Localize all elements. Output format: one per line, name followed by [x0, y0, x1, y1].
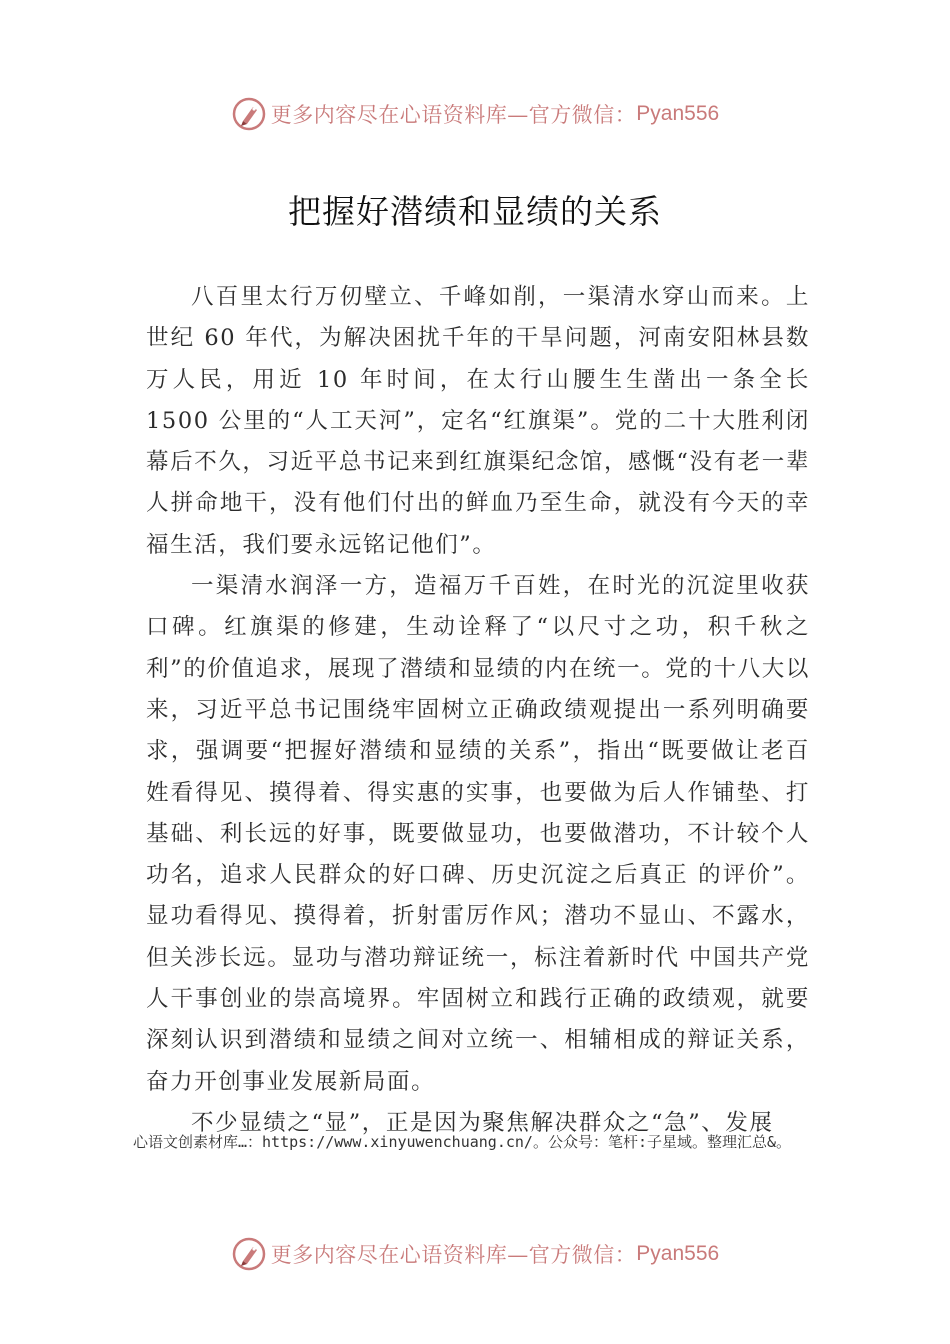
article-body: [146, 277, 810, 1144]
header-banner: [0, 92, 950, 136]
banner-wechat-id: Pyan556: [636, 1242, 720, 1265]
pen-logo-icon: [231, 1236, 267, 1272]
page-title: 把握好潜绩和显绩的关系: [288, 192, 662, 231]
banner-text: 更多内容尽在心语资料库—官方微信：: [270, 1243, 637, 1267]
paragraph: 八百里太行万仞壁立、千峰如削，一渠清水穿山而来。上世纪 60 年代，为解决困扰千年的干旱问题，河南安阳林县数万人民，用近 10 年时间，在太行山腰生生凿出一条全长 1500 公里的“人工天河”，定名“红旗渠”。党的二十大胜利闭幕后不久，习近平总书记来到红旗渠纪念馆，感慨“没有老一辈人拼命地干，没有他们付出的鲜血乃至生命，就没有今天的幸福生活，我们要永远铭记他们”。: [146, 284, 810, 558]
paragraph: 一渠清水润泽一方，造福万千百姓，在时光的沉淀里收获口碑。红旗渠的修建，生动诠释了“以尺寸之功，积千秋之利”的价值追求，展现了潜绩和显绩的内在统一。党的十八大以来，习近平总书记围绕牢固树立正确政绩观提出一系列明确要求，强调要“把握好潜绩和显绩的关系”，指出“既要做让老百姓看得见、摸得着、得实惠的实事，也要做为后人作铺垫、打基础、利长远的好事，既要做显功，也要做潜功，不计较个人功名，追求人民群众的好口碑、历史沉淀之后真正 的评价”。显功看得见、摸得着，折射雷厉作风；潜功不显山、不露水，但关涉长远。显功与潜功辩证统一，标注着新时代 中国共产党人干事创业的崇高境界。牢固树立和践行正确的政绩观，就要深刻认识到潜绩和显绩之间对立统一、相辅相成的辩证关系，奋力开创事业发展新局面。: [146, 573, 810, 1095]
paragraph: 不少显绩之“显”，正是因为聚焦解决群众之“急”、发展: [191, 1109, 774, 1136]
banner-text: 更多内容尽在心语资料库—官方微信：: [270, 103, 637, 127]
pen-logo-icon: [231, 96, 267, 132]
banner-wechat-id: Pyan556: [636, 102, 720, 125]
footer-banner: [0, 1232, 950, 1276]
source-footnote: 心语文创素材库…：https://www.xinyuwenchuang.cn/。公众号：笔杆:子星域。整理汇总&。: [133, 1133, 792, 1151]
